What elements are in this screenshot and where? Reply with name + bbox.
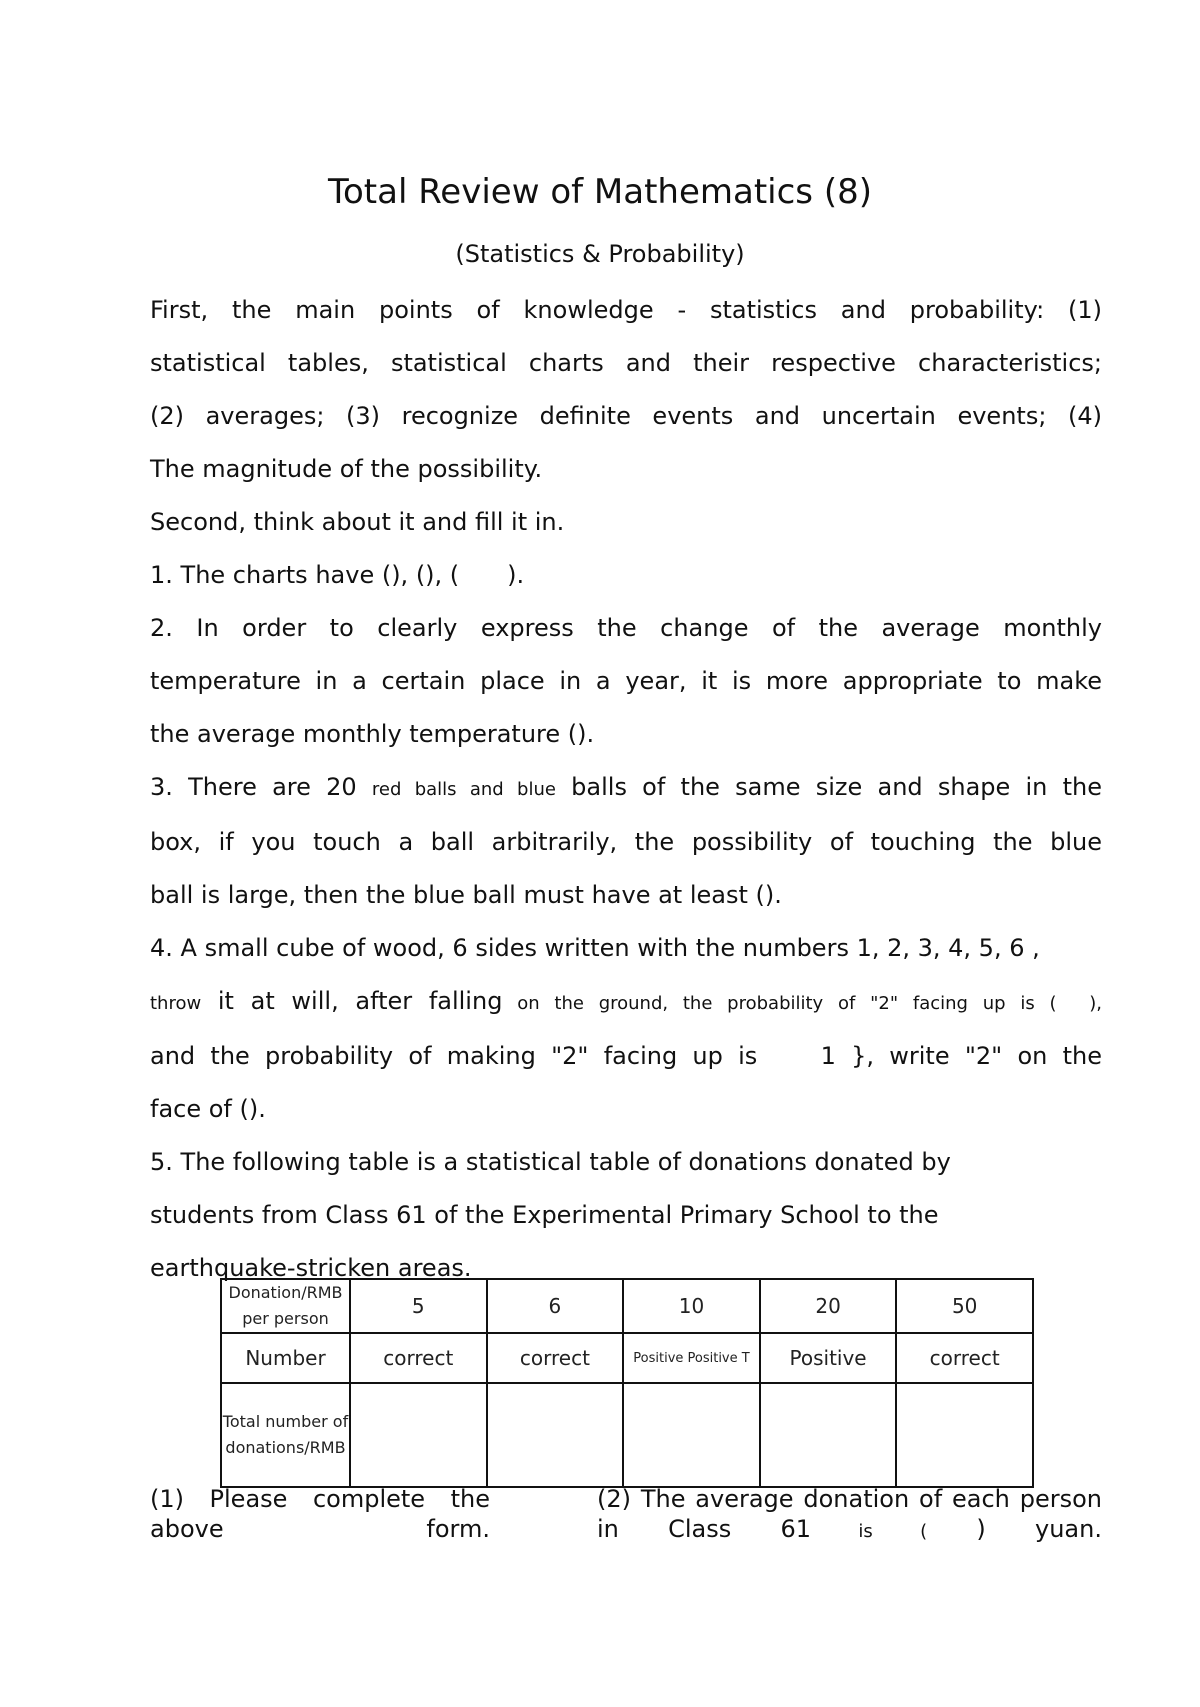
question-2-line-1: 2. In order to clearly express the change of the average monthly — [150, 614, 1102, 642]
header-label-cell: Donation/RMB per person — [221, 1279, 350, 1333]
q4-text-c: on the ground, the probability of "2" facing up is ( ), — [502, 993, 1103, 1014]
q3-text-c: balls of the same size and shape in the — [555, 773, 1102, 801]
intro-line-1: First, the main points of knowledge - statistics and probability: (1) — [150, 296, 1102, 324]
q4-text-b: it at will, after falling — [201, 987, 503, 1015]
number-label-cell: Number — [221, 1333, 350, 1383]
amount-cell: 6 — [487, 1279, 624, 1333]
q4-text-a: throw — [150, 993, 202, 1014]
document-body — [150, 284, 1102, 1295]
total-cell — [623, 1383, 760, 1487]
total-label-cell: Total number of donations/RMB — [221, 1383, 350, 1487]
total-cell — [896, 1383, 1033, 1487]
number-cell: Positive — [760, 1333, 897, 1383]
table-row-amounts — [221, 1279, 1033, 1333]
amount-cell: 10 — [623, 1279, 760, 1333]
total-cell — [760, 1383, 897, 1487]
amount-cell: 5 — [350, 1279, 487, 1333]
table-row-total — [221, 1383, 1033, 1487]
sub-q2-text-a: (2) The average donation of each person in Class 61 — [597, 1485, 1102, 1543]
question-1: 1. The charts have (), (), ( ). — [150, 561, 525, 589]
number-cell: Positive Positive T — [623, 1333, 760, 1383]
sub-question-1: (1) Please complete the above form. — [150, 1485, 490, 1543]
question-4-line-1: 4. A small cube of wood, 6 sides written with the numbers 1, 2, 3, 4, 5, 6 , — [150, 934, 1040, 962]
intro-line-4: The magnitude of the possibility. — [150, 455, 543, 483]
q3-text-b: red balls and blue — [371, 779, 556, 800]
intro-line-2: statistical tables, statistical charts and their respective characteristics; — [150, 349, 1102, 377]
question-4-line-3: and the probability of making "2" facing up is 1 }, write "2" on the — [150, 1042, 1102, 1070]
section-2-heading: Second, think about it and fill it in. — [150, 508, 565, 536]
number-cell: correct — [487, 1333, 624, 1383]
amount-cell: 50 — [896, 1279, 1033, 1333]
total-cell — [350, 1383, 487, 1487]
document-subtitle: (Statistics & Probability) — [455, 240, 745, 268]
table-row-number — [221, 1333, 1033, 1383]
question-5-line-3: earthquake-stricken areas. — [150, 1254, 472, 1282]
question-4-line-4: face of (). — [150, 1095, 266, 1123]
question-3-line-1 — [150, 761, 1102, 816]
question-3-line-2: box, if you touch a ball arbitrarily, the possibility of touching the blue — [150, 828, 1102, 856]
sub-question-2 — [597, 1484, 1102, 1547]
intro-line-3: (2) averages; (3) recognize definite events and uncertain events; (4) — [150, 402, 1102, 430]
number-cell: correct — [896, 1333, 1033, 1383]
sub-q2-text-b: is ( — [811, 1521, 928, 1542]
question-4-line-2 — [150, 975, 1102, 1030]
question-5-line-2: students from Class 61 of the Experimental Primary School to the — [150, 1201, 939, 1229]
amount-cell: 20 — [760, 1279, 897, 1333]
total-cell — [487, 1383, 624, 1487]
question-2-line-2: temperature in a certain place in a year, it is more appropriate to make — [150, 667, 1102, 695]
question-2-line-3: the average monthly temperature (). — [150, 720, 595, 748]
number-cell: correct — [350, 1333, 487, 1383]
question-3-line-3: ball is large, then the blue ball must have at least (). — [150, 881, 782, 909]
donation-table — [220, 1278, 1034, 1488]
document-title: Total Review of Mathematics (8) — [328, 172, 872, 212]
q3-text-a: 3. There are 20 — [150, 773, 372, 801]
sub-q2-text-c: ) yuan. — [927, 1515, 1102, 1543]
question-5-line-1: 5. The following table is a statistical table of donations donated by — [150, 1148, 951, 1176]
